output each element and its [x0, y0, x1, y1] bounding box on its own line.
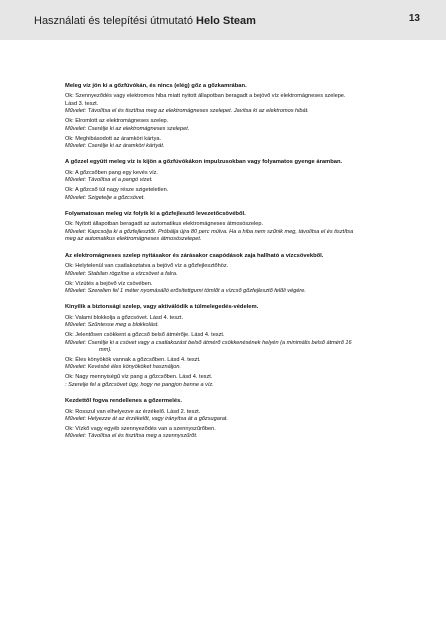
action-line: meg az automatikus elektromágneses átmosószelepet.	[65, 236, 202, 243]
cause-line: Ok: Nyitott állapotban beragadt az automatikus elektromágneses átmosószelep.	[65, 221, 264, 228]
action-line: Művelet: Szigetelje a gőzcsövet.	[65, 194, 145, 201]
cause-action-item	[65, 263, 420, 278]
cause-action-item	[65, 136, 420, 151]
cause-line: Ok: Szennyeződés vagy elektromos hiba miatt nyitott állapotban beragadt a bejövő víz elektromágneses szelepe.	[65, 93, 346, 100]
header-title-product: Helo Steam	[196, 15, 256, 27]
cause-action-item	[65, 93, 420, 115]
page-header	[0, 0, 446, 40]
action-line: Művelet: Kapcsolja ki a gőzfejlesztőt. Próbálja újra 80 perc múlva. Ha a hiba nem szűnik meg, távolítsa el és tisztítsa	[65, 228, 354, 235]
header-title-regular: Használati és telepítési útmutató	[34, 15, 197, 27]
action-line: : Szerelje fel a gőzcsövet úgy, hogy ne pangjon benne a víz.	[65, 381, 214, 388]
section-title: Kezdettől fogva rendellenes a gőzermelés.	[65, 398, 182, 405]
cause-action-item	[65, 170, 420, 185]
action-line: Művelet: Cserélje ki a csövet vagy a csatlakozást belső átmérő csökkenésének helyén (a minimális belső átmérő 16	[65, 339, 352, 346]
troubleshooting-section	[65, 83, 420, 150]
cause-action-item	[65, 357, 420, 372]
cause-action-item	[65, 221, 420, 243]
troubleshooting-section	[65, 398, 420, 441]
cause-action-item	[65, 118, 420, 133]
section-title: Meleg víz jön ki a gőzfúvókán, és nincs (elég) gőz a gőzkamrában.	[65, 83, 247, 89]
action-line: Művelet: Távolítsa el és tisztítsa meg a szennyszűrőt.	[65, 433, 198, 440]
action-line: Művelet: Helyezze át az érzékelőt, vagy irányítsa át a gőzsugarat.	[65, 415, 228, 422]
action-line: Művelet: Kevésbé éles könyököket használjon.	[65, 364, 181, 371]
cause-line: Ok: Vízkő vagy egyéb szennyeződés van a szennyszűrőben.	[65, 425, 216, 432]
cause-line: Ok: A gőzcső túl nagy része szigeteletlen.	[65, 187, 169, 194]
cause-action-item	[65, 332, 420, 354]
cause-line: Ok: Helytelenül van csatlakoztatva a bejövő víz a gőzfejlesztőhöz.	[65, 263, 229, 270]
section-title: Az elektromágneses szelep nyitásakor és zárásakor csapódások zaja hallható a vízcsövekből.	[65, 252, 324, 259]
cause-action-item	[65, 426, 420, 441]
action-line: Művelet: Távolítsa el és tisztítsa meg az elektromágneses szelepet. Javítsa ki az elektromos hibát.	[65, 108, 309, 115]
cause-line: Ok: Nagy mennyiségű víz pang a gőzcsőben. Lásd 4. teszt.	[65, 374, 213, 381]
page-number: 13	[408, 13, 420, 24]
cause-line: Ok: Meghibásodott az áramköri kártya.	[65, 135, 162, 142]
cause-line: Lásd 3. teszt.	[65, 100, 99, 107]
troubleshooting-section	[65, 159, 420, 202]
action-line: Művelet: Cserélje ki az áramköri kártyát.	[65, 143, 165, 150]
section-title: Folyamatosan meleg víz folyik ki a gőzfejlesztő levezetőcsövéből.	[65, 211, 246, 218]
action-line: Művelet: Stabilan rögzítse a vízcsövet a falra.	[65, 270, 178, 277]
cause-action-item	[65, 281, 420, 296]
cause-line: Ok: Valami blokkolja a gőzcsövet. Lásd 4. teszt.	[65, 314, 184, 321]
troubleshooting-section	[65, 211, 420, 244]
cause-line: Ok: Jelentősen csökkent a gőzcső belső átmérője. Lásd 4. teszt.	[65, 332, 225, 339]
action-line: mm).	[99, 346, 112, 353]
section-title: Kinyílik a biztonsági szelep, vagy aktiválódik a túlmelegedés-védelem.	[65, 304, 259, 311]
troubleshooting-section	[65, 304, 420, 389]
troubleshooting-section	[65, 253, 420, 296]
action-line: Művelet: Cserélje ki az elektromágneses szelepet.	[65, 125, 190, 132]
cause-line: Ok: A gőzcsőben pang egy kevés víz.	[65, 169, 158, 176]
cause-line: Ok: Éles könyökök vannak a gőzcsőben. Lásd 4. teszt.	[65, 356, 201, 363]
action-line: Művelet: Szűntesse meg a blokkolást.	[65, 322, 159, 329]
action-line: Művelet: Távolítsa el a pangó vizet.	[65, 177, 153, 184]
cause-line: Ok: Rosszul van elhelyezve az érzékelő. Lásd 2. teszt.	[65, 408, 201, 415]
cause-action-item	[65, 187, 420, 202]
cause-line: Ok: Elromlott az elektromágneses szelep.	[65, 118, 169, 125]
action-line: Művelet: Szerelien fel 1 méter nyomásálló erősítettgumi tömlőt a vízcső gőzfejlesztő felőli végére.	[65, 287, 306, 294]
header-title	[34, 15, 256, 27]
cause-line: Ok: Vízütés a bejövő víz csövében.	[65, 280, 153, 287]
cause-action-item	[65, 315, 420, 330]
cause-action-item	[65, 409, 420, 424]
cause-action-item	[65, 374, 420, 389]
troubleshooting-content	[65, 83, 420, 450]
section-title: A gőzzel együtt meleg víz is kijön a gőzfúvókákon impulzusokban vagy folyamatos gyenge áramban.	[65, 159, 343, 166]
